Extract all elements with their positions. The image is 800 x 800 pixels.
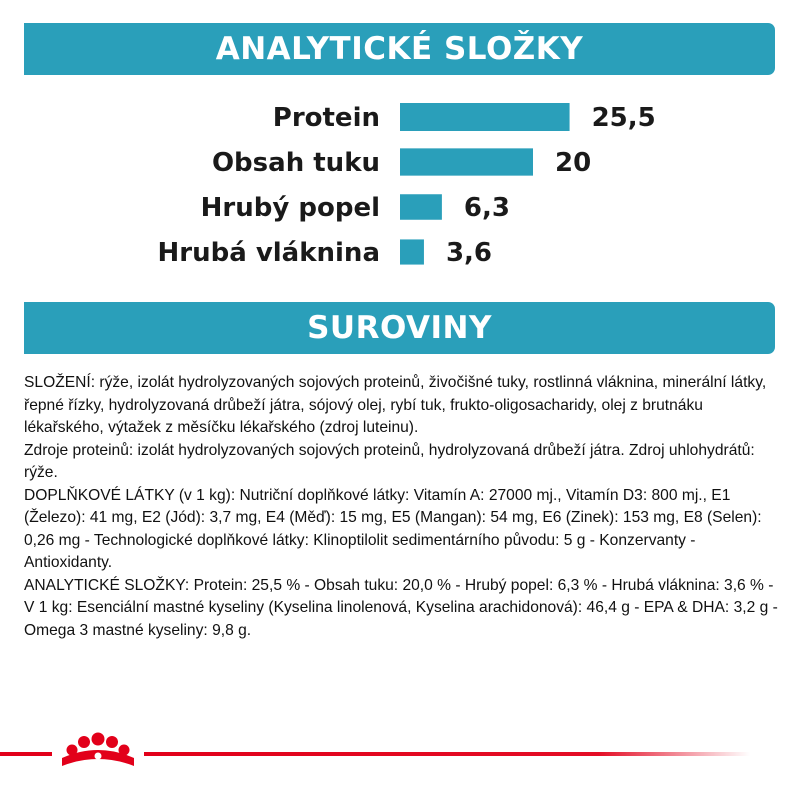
bar [400,239,424,264]
ingredients-banner-title: SUROVINY [307,310,492,346]
analytics-bar-chart [0,92,800,282]
analytics-paragraph: ANALYTICKÉ SLOŽKY: Protein: 25,5 % - Obsah tuku: 20,0 % - Hrubý popel: 6,3 % - Hrubá vláknina: 3,6 % - V 1 kg: Esenciální mastné kyseliny (Kyselina linolenová, Kyselina arachidonová): 46,4 g - EPA & DHA: 3,2 g - Omega 3 mastné kyseliny: 9,8 g. [24,576,778,639]
ingredients-banner [24,302,775,354]
footer-brand-strip [0,728,800,788]
ingredients-text [24,372,784,642]
bar-value-label: 20 [555,148,592,178]
bar [400,194,442,220]
bar-value-label: 25,5 [591,103,656,133]
bar-category-label: Protein [272,103,380,133]
protein-sources-paragraph: Zdroje proteinů: izolát hydrolyzovaných sojových proteinů, hydrolyzovaná drůbeží játra. Zdroj uhlohydrátů: rýže. [24,441,755,481]
bar-value-label: 6,3 [463,193,510,223]
bar-category-label: Obsah tuku [211,148,380,178]
footer-line-right [144,752,750,756]
bar [400,148,533,175]
analytics-banner [24,23,775,75]
bar [400,103,570,131]
analytics-banner-title: ANALYTICKÉ SLOŽKY [215,31,584,67]
footer-line-left [0,752,52,756]
bar-category-label: Hrubý popel [200,193,380,223]
bar-value-label: 3,6 [445,238,493,268]
additives-paragraph: DOPLŇKOVÉ LÁTKY (v 1 kg): Nutriční doplňkové látky: Vitamín A: 27000 mj., Vitamín D3: 800 mj., E1 (Železo): 41 mg, E2 (Jód): 3,7 mg, E4 (Měď): 15 mg, E5 (Mangan): 54 mg, E6 (Zinek): 153 mg, E8 (Selen): 0,26 mg - Technologické doplňkové látky: Klinoptilolit sedimentárního původu: 5 g - Konzervanty - Antioxidanty. [24,486,762,571]
royal-canin-crown-icon [62,733,134,767]
bar-category-label: Hrubá vláknina [157,238,380,268]
composition-paragraph: SLOŽENÍ: rýže, izolát hydrolyzovaných sojových proteinů, živočišné tuky, rostlinná vláknina, minerální látky, řepné řízky, hydrolyzovaná drůbeží játra, sójový olej, rybí tuk, frukto-oligosacharidy, olej z brutnáku lékařského, výtažek z měsíčku lékařského (zdroj luteinu). [24,374,767,436]
